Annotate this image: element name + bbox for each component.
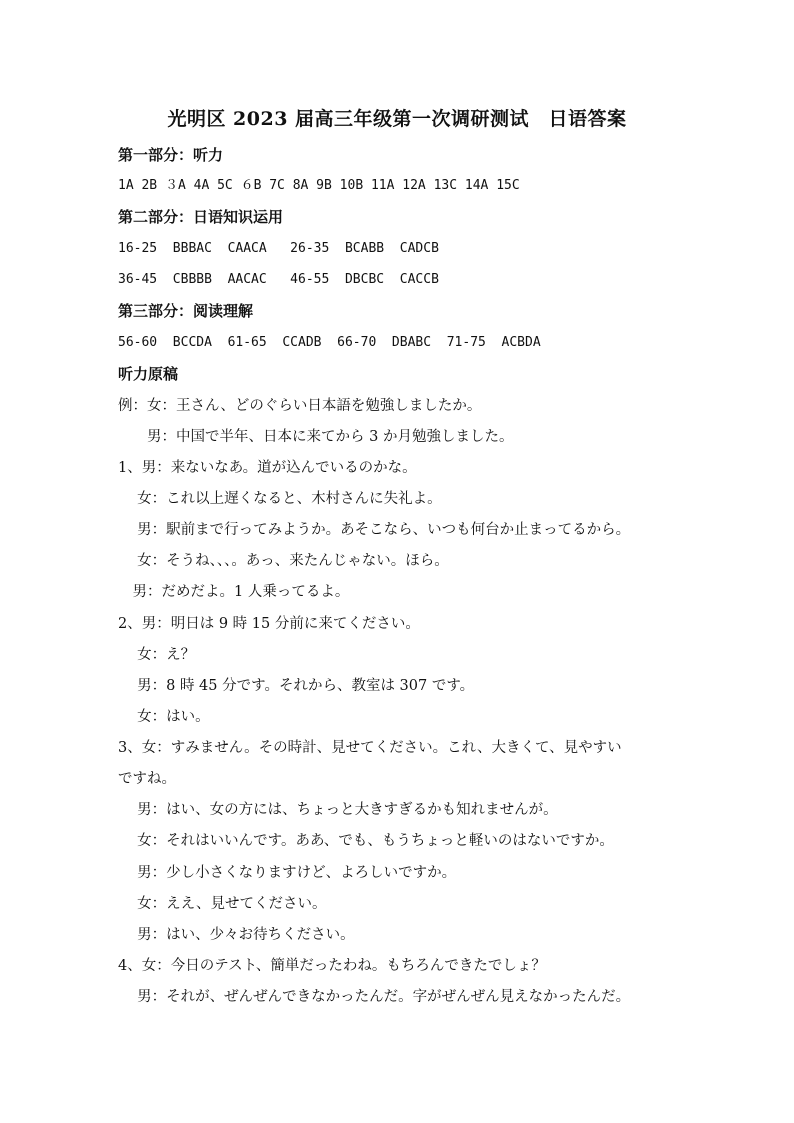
script-line: 男：それが、ぜんぜんできなかったんだ。字がぜんぜん見えなかったんだ。 bbox=[118, 989, 631, 1005]
part1-answers: 1A 2B ３A 4A 5C ６B 7C 8A 9B 10B 11A 12A 13C 14A 15C bbox=[118, 178, 520, 193]
part3-heading: 第三部分：阅读理解 bbox=[118, 302, 254, 320]
script-line: 男：少し小さくなりますけど、よろしいですか。 bbox=[118, 865, 457, 881]
script-line: 女：これ以上遅くなると、木村さんに失礼よ。 bbox=[118, 491, 442, 507]
script-line: 女：そうね、、、。あっ、来たんじゃない。ほら。 bbox=[118, 553, 449, 569]
script-line: 男：はい、女の方には、ちょっと大きすぎるかも知れませんが。 bbox=[118, 802, 558, 818]
script-heading: 听力原稿 bbox=[118, 365, 179, 383]
script-line: 例：女：王さん、どのぐらい日本語を勉強しましたか。 bbox=[118, 398, 482, 414]
script-line: 女：ええ、見せてください。 bbox=[118, 896, 327, 912]
script-line: 男：だめだよ。1 人乗ってるよ。 bbox=[118, 584, 350, 600]
script-line: 男：中国で半年、日本に来てから 3 か月勉強しました。 bbox=[118, 429, 514, 445]
script-line: 1、男：来ないなあ。道が込んでいるのかな。 bbox=[118, 460, 417, 476]
part2-heading: 第二部分：日语知识运用 bbox=[118, 208, 284, 226]
script-line: 男：8 時 45 分です。それから、教室は 307 です。 bbox=[118, 678, 475, 694]
script-line: 2、男：明日は 9 時 15 分前に来てください。 bbox=[118, 616, 420, 632]
part1-heading: 第一部分：听力 bbox=[118, 146, 224, 164]
part2-answers-row1: 16-25 BBBAC CAACA 26-35 BCABB CADCB bbox=[118, 241, 439, 256]
part2-answers-row2: 36-45 CBBBB AACAC 46-55 DBCBC CACCB bbox=[118, 272, 439, 287]
page-title: 光明区 2023 届高三年级第一次调研测试 日语答案 bbox=[167, 108, 627, 130]
script-line: 男：はい、少々お待ちください。 bbox=[118, 927, 355, 943]
script-line: ですね。 bbox=[118, 771, 176, 787]
script-line: 3、女：すみません。その時計、見せてください。これ、大きくて、見やすい bbox=[118, 740, 622, 756]
script-line: 4、女：今日のテスト、簡単だったわね。もちろんできたでしょ？ bbox=[118, 958, 546, 974]
script-line: 女：はい。 bbox=[118, 709, 210, 725]
script-line: 女：それはいいんです。ああ、でも、もうちょっと軽いのはないですか。 bbox=[118, 833, 614, 849]
script-line: 女：え？ bbox=[118, 647, 196, 663]
part3-answers-row1: 56-60 BCCDA 61-65 CCADB 66-70 DBABC 71-75 ACBDA bbox=[118, 335, 541, 350]
script-line: 男：駅前まで行ってみようか。あそこなら、いつも何台か止まってるから。 bbox=[118, 522, 631, 538]
